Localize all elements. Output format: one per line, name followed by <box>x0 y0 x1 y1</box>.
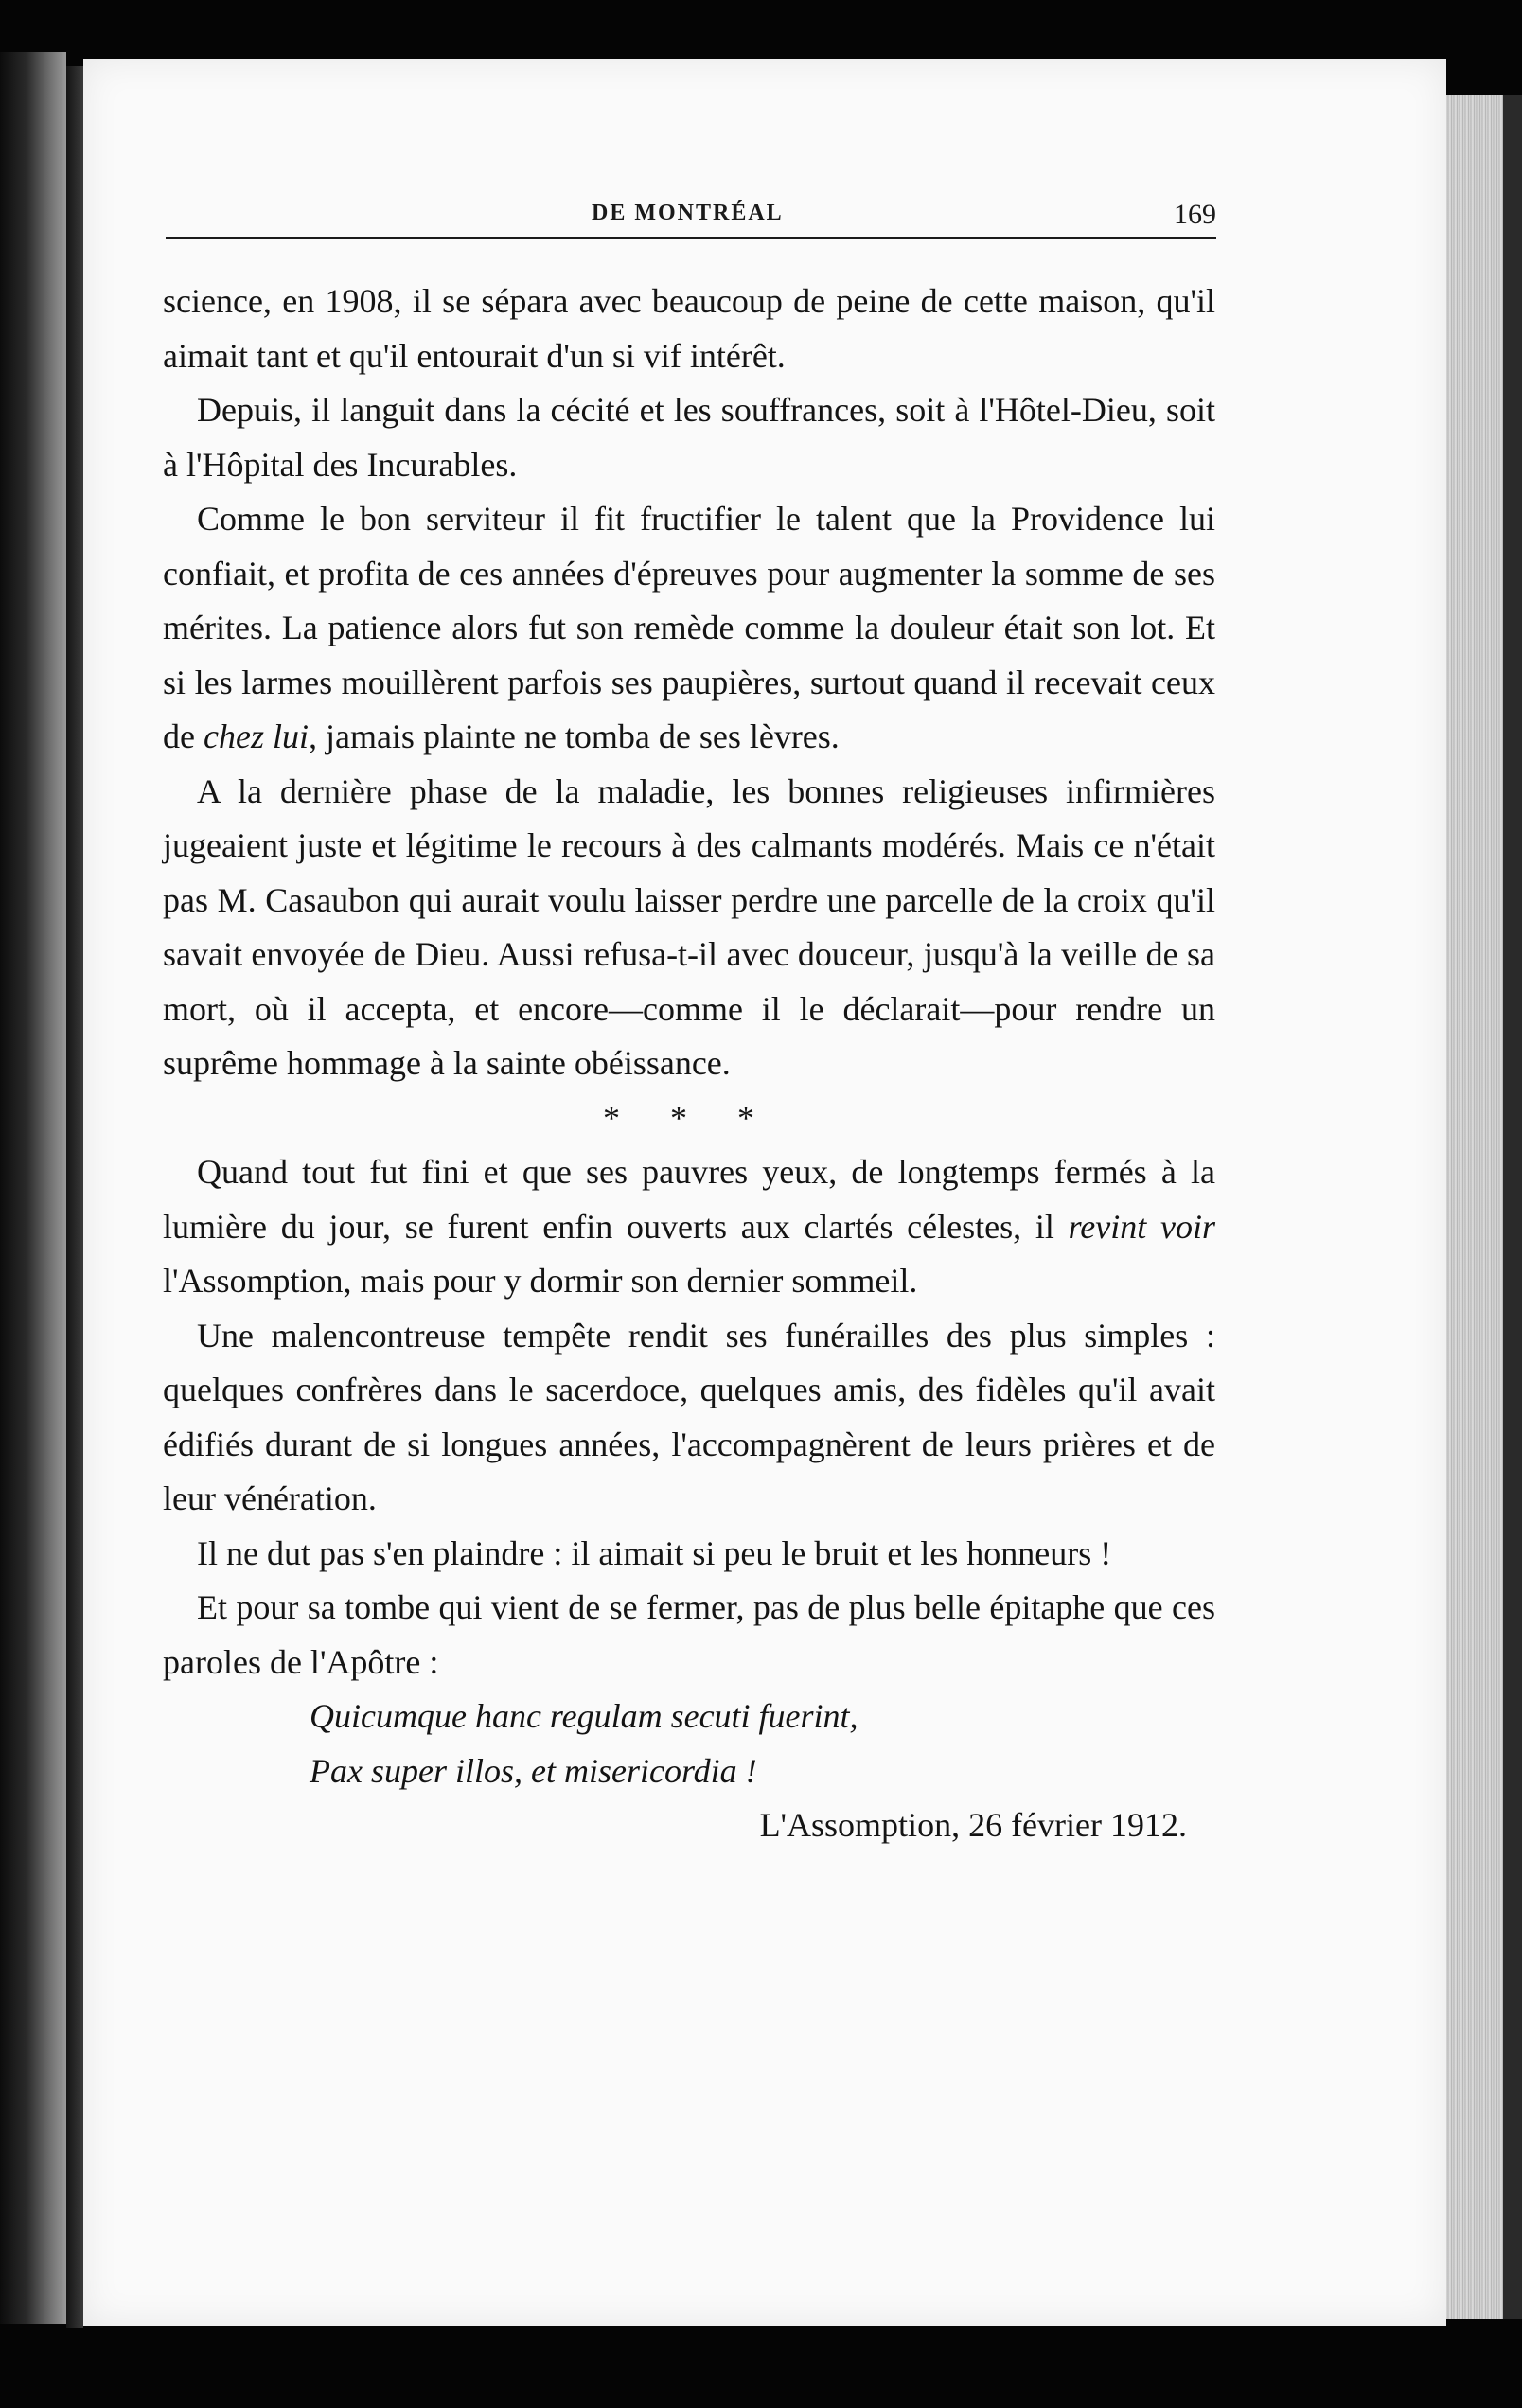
paragraph-3-text-a: Comme le bon serviteur il fit fructifier le talent que la Providence lui confiait, et profita de ces années d'épreuves pour augmenter la somme de ses mérites. La patience alors fut son remède comme la douleur était son lot. Et si les larmes mouillèrent parfois ses paupières, surtout quand il recevait ceux de <box>163 500 1215 755</box>
paragraph-5 <box>163 1145 1215 1309</box>
page-header <box>166 199 1216 237</box>
body-text <box>163 274 1215 1853</box>
epitaph-line-1: Quicumque hanc regulam secuti fuerint, <box>310 1697 858 1735</box>
paragraph-5-text-a: Quand tout fut fini et que ses pauvres yeux, de longtemps fermés à la lumière du jour, se furent enfin ouverts aux clartés célestes, il <box>163 1153 1215 1246</box>
header-rule <box>166 237 1216 239</box>
paragraph-2: Depuis, il languit dans la cécité et les souffrances, soit à l'Hôtel-Dieu, soit à l'Hôpital des Incurables. <box>163 391 1215 484</box>
paragraph-3-italic: chez lui, <box>203 717 317 755</box>
running-head: DE MONTRÉAL <box>592 201 784 225</box>
page-stack-shadow <box>1503 95 1522 2319</box>
section-separator: * * * <box>603 1098 775 1137</box>
paragraph-5-italic: revint voir <box>1068 1207 1216 1246</box>
left-page-edge <box>0 52 66 2324</box>
book-gutter <box>66 66 83 2328</box>
signoff: L'Assomption, 26 février 1912. <box>759 1806 1187 1844</box>
paragraph-6: Une malencontreuse tempête rendit ses funérailles des plus simples : quelques confrères dans le sacerdoce, quelques amis, des fidèles qu'il avait édifiés durant de si longues années, l'accompagnèrent de leurs prières et de leur vénération. <box>163 1316 1215 1517</box>
paragraph-5-text-b: l'Assomption, mais pour y dormir son dernier sommeil. <box>163 1262 918 1300</box>
paragraph-3 <box>163 492 1215 765</box>
paragraph-4: A la dernière phase de la maladie, les bonnes religieuses infirmières jugeaient juste et légitime le recours à des calmants modérés. Mais ce n'était pas M. Casaubon qui aurait voulu laisser perdre une parcelle de la croix qu'il savait envoyée de Dieu. Aussi refusa-t-il avec douceur, jusqu'à la veille de sa mort, où il accepta, et encore—comme il le déclarait—pour rendre un suprême hommage à la sainte obéissance. <box>163 771 1215 1082</box>
paragraph-7: Il ne dut pas s'en plaindre : il aimait si peu le bruit et les honneurs ! <box>197 1533 1112 1572</box>
epitaph-line-2: Pax super illos, et misericordia ! <box>310 1751 757 1790</box>
page-number: 169 <box>1174 199 1216 230</box>
paragraph-1: science, en 1908, il se sépara avec beaucoup de peine de cette maison, qu'il aimait tant et qu'il entourait d'un si vif intérêt. <box>163 282 1215 375</box>
paragraph-8: Et pour sa tombe qui vient de se fermer, pas de plus belle épitaphe que ces paroles de l'Apôtre : <box>163 1588 1215 1681</box>
paragraph-3-text-b: jamais plainte ne tomba de ses lèvres. <box>316 717 840 755</box>
